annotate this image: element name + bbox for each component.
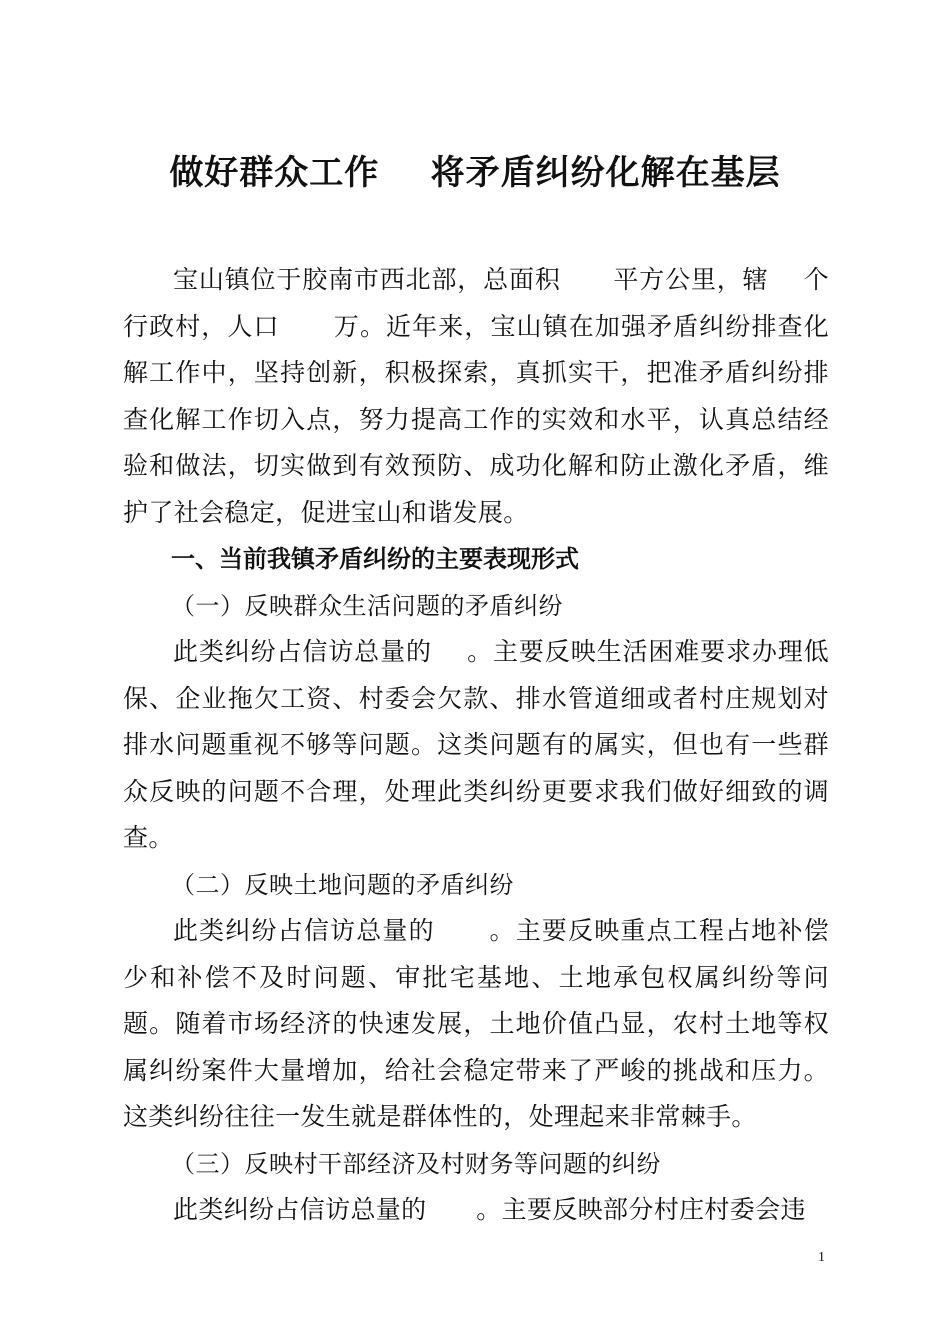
subsection-heading-2: （二）反映土地问题的矛盾纠纷	[171, 870, 514, 899]
subsection-paragraph-2: 此类纠纷占信访总量的 。主要反映重点工程占地补偿少和补偿不及时问题、审批宅基地、土地承包权属纠纷等问题。随着市场经济的快速发展，土地价值凸显，农村土地等权属纠纷案件大量增加，给社会稳定带来了严峻的挑战和压力。这类纠纷往往一发生就是群体性的，处理起来非常棘手。	[123, 916, 829, 1131]
subsection-paragraph-3: 此类纠纷占信访总量的 。主要反映部分村庄村委会违	[173, 1195, 806, 1224]
subsection-paragraph-1: 此类纠纷占信访总量的 。主要反映生活困难要求办理低保、企业拖欠工资、村委会欠款、排水管道细或者村庄规划对排水问题重视不够等问题。这类问题有的属实，但也有一些群众反映的问题不合理，处理此类纠纷更要求我们做好细致的调查。	[123, 637, 829, 852]
page-title: 做好群众工作 将矛盾纠纷化解在基层	[169, 153, 781, 193]
section-heading-1: 一、当前我镇矛盾纠纷的主要表现形式	[171, 545, 579, 573]
document-body	[123, 257, 829, 1234]
subsection-heading-1: （一）反映群众生活问题的矛盾纠纷	[171, 591, 563, 620]
intro-paragraph: 宝山镇位于胶南市西北部，总面积 平方公里，辖 个行政村，人口 万。近年来，宝山镇在加强矛盾纠纷排查化解工作中，坚持创新，积极探索，真抓实干，把准矛盾纠纷排查化解工作切入点，努力提高工作的实效和水平，认真总结经验和做法，切实做到有效预防、成功化解和防止激化矛盾，维护了社会稳定，促进宝山和谐发展。	[123, 265, 829, 527]
page-number: 1	[818, 1250, 825, 1265]
subsection-heading-3: （三）反映村干部经济及村财务等问题的纠纷	[171, 1149, 661, 1178]
